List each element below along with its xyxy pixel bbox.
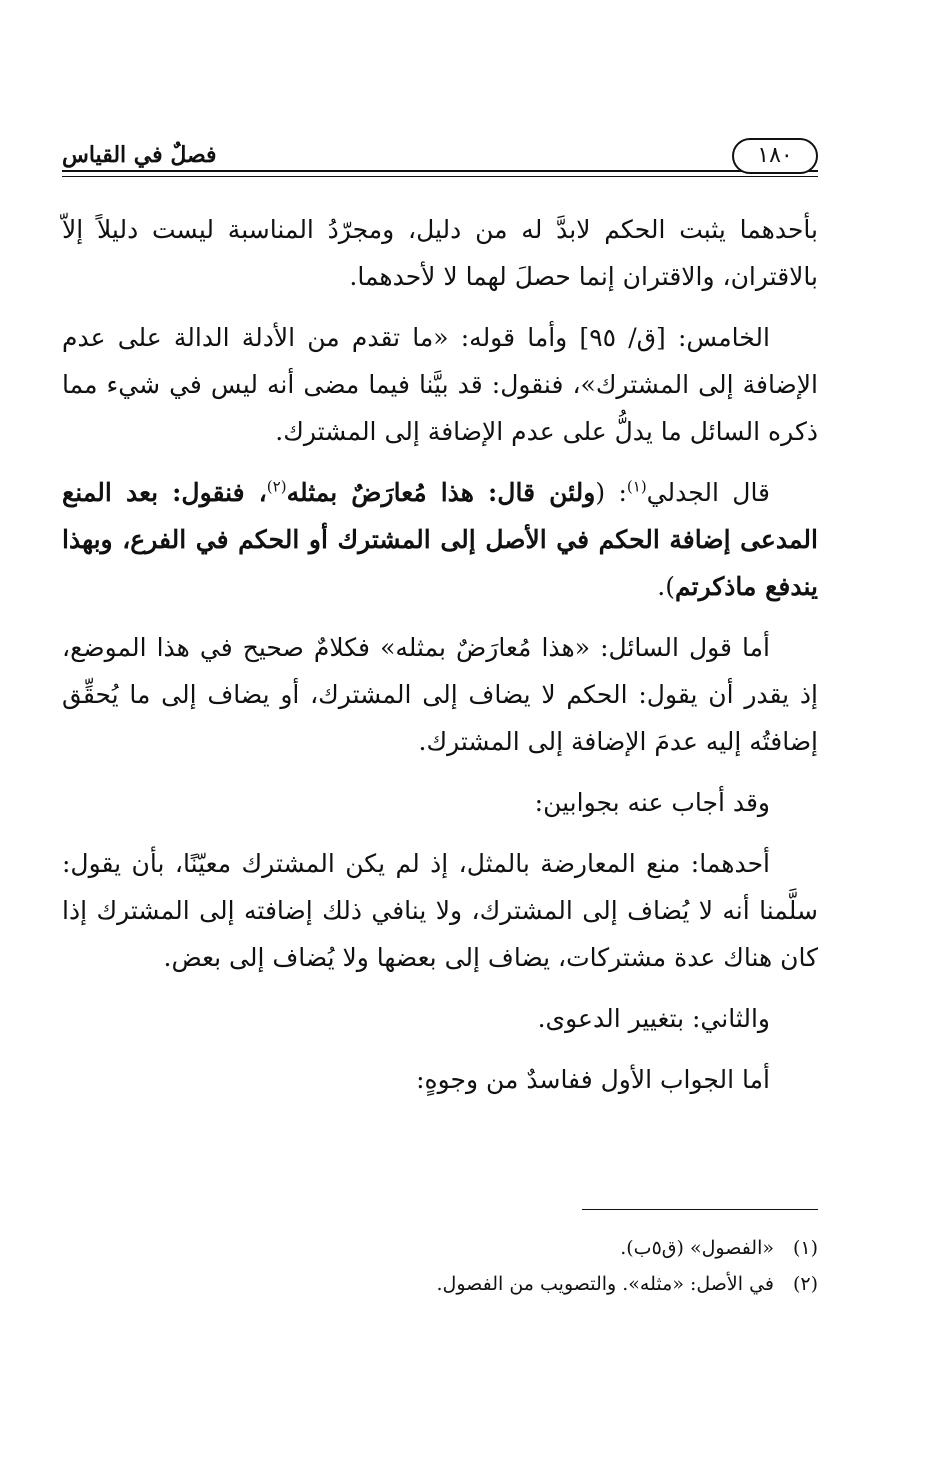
book-page [62,0,818,1457]
footnote-number: (١) [792,1237,818,1259]
footnote-ref-2[interactable]: (٢) [266,477,287,496]
paragraph-4: أما قول السائل: «هذا مُعارَضٌ بمثله» فكلامٌ صحيح في هذا الموضع، إذ يقدر أن يقول: الحكم لا يضاف إلى المشترك، أو يضاف إلى ما يُحقِّق إضافتُه إليه عدمَ الإضافة إلى المشترك. [62,633,818,756]
page-body [62,206,818,1117]
footnote-separator [582,1209,818,1210]
jadali-quote-1: ولئن قال: هذا مُعارَضٌ بمثله [286,478,596,507]
jadali-quote-2: ، فنقول: بعد المنع المدعى إضافة الحكم في الأصل إلى المشترك أو الحكم في الفرع، وبهذا يندفع ماذكرتم [62,478,818,601]
footnote-text: في الأصل: «مثله». والتصويب من الفصول. [436,1273,774,1295]
page-number: ١٨٠ [732,138,818,174]
page-header [62,132,818,176]
paragraph-2: الخامس: [ق/ ٩٥] وأما قوله: «ما تقدم من الأدلة الدالة على عدم الإضافة إلى المشترك»، فنقول: قد بيَّنا فيما مضى أنه ليس في شيء مما ذكره السائل ما يدلُّ على عدم الإضافة إلى المشترك. [62,323,818,446]
footnote-number: (٢) [792,1273,818,1295]
footnote-2 [62,1266,818,1302]
running-title: فصلٌ في القياس [62,142,217,168]
paragraph-6: أحدهما: منع المعارضة بالمثل، إذ لم يكن المشترك معيّنًا، بأن يقول: سلَّمنا أنه لا يُضاف إلى المشترك، ولا ينافي ذلك إضافته إلى المشترك إذا كان هناك عدة مشتركات، يضاف إلى بعضها ولا يُضاف إلى بعض. [62,849,818,972]
jadali-close: ). [657,572,675,601]
header-rule [62,170,818,172]
footnotes [62,1230,818,1302]
footnote-1 [62,1230,818,1266]
jadali-colon: : ( [595,478,627,507]
footnote-ref-1[interactable]: (١) [626,477,647,496]
paragraph-5: وقد أجاب عنه بجوابين: [534,788,770,817]
paragraph-7: والثاني: بتغيير الدعوى. [537,1004,770,1033]
paragraph-1: بأحدهما يثبت الحكم لابدَّ له من دليل، ومجرّدُ المناسبة ليست دليلاً إلاّ بالاقتران، والاقتران إنما حصلَ لهما لا لأحدهما. [62,215,818,291]
jadali-lead: قال الجدلي [646,478,771,507]
paragraph-8: أما الجواب الأول ففاسدٌ من وجوهٍ: [416,1065,770,1094]
header-rule-thin [62,176,818,177]
footnote-text: «الفصول» (ق٥ب). [620,1237,774,1259]
paragraph-jadali [62,469,818,610]
